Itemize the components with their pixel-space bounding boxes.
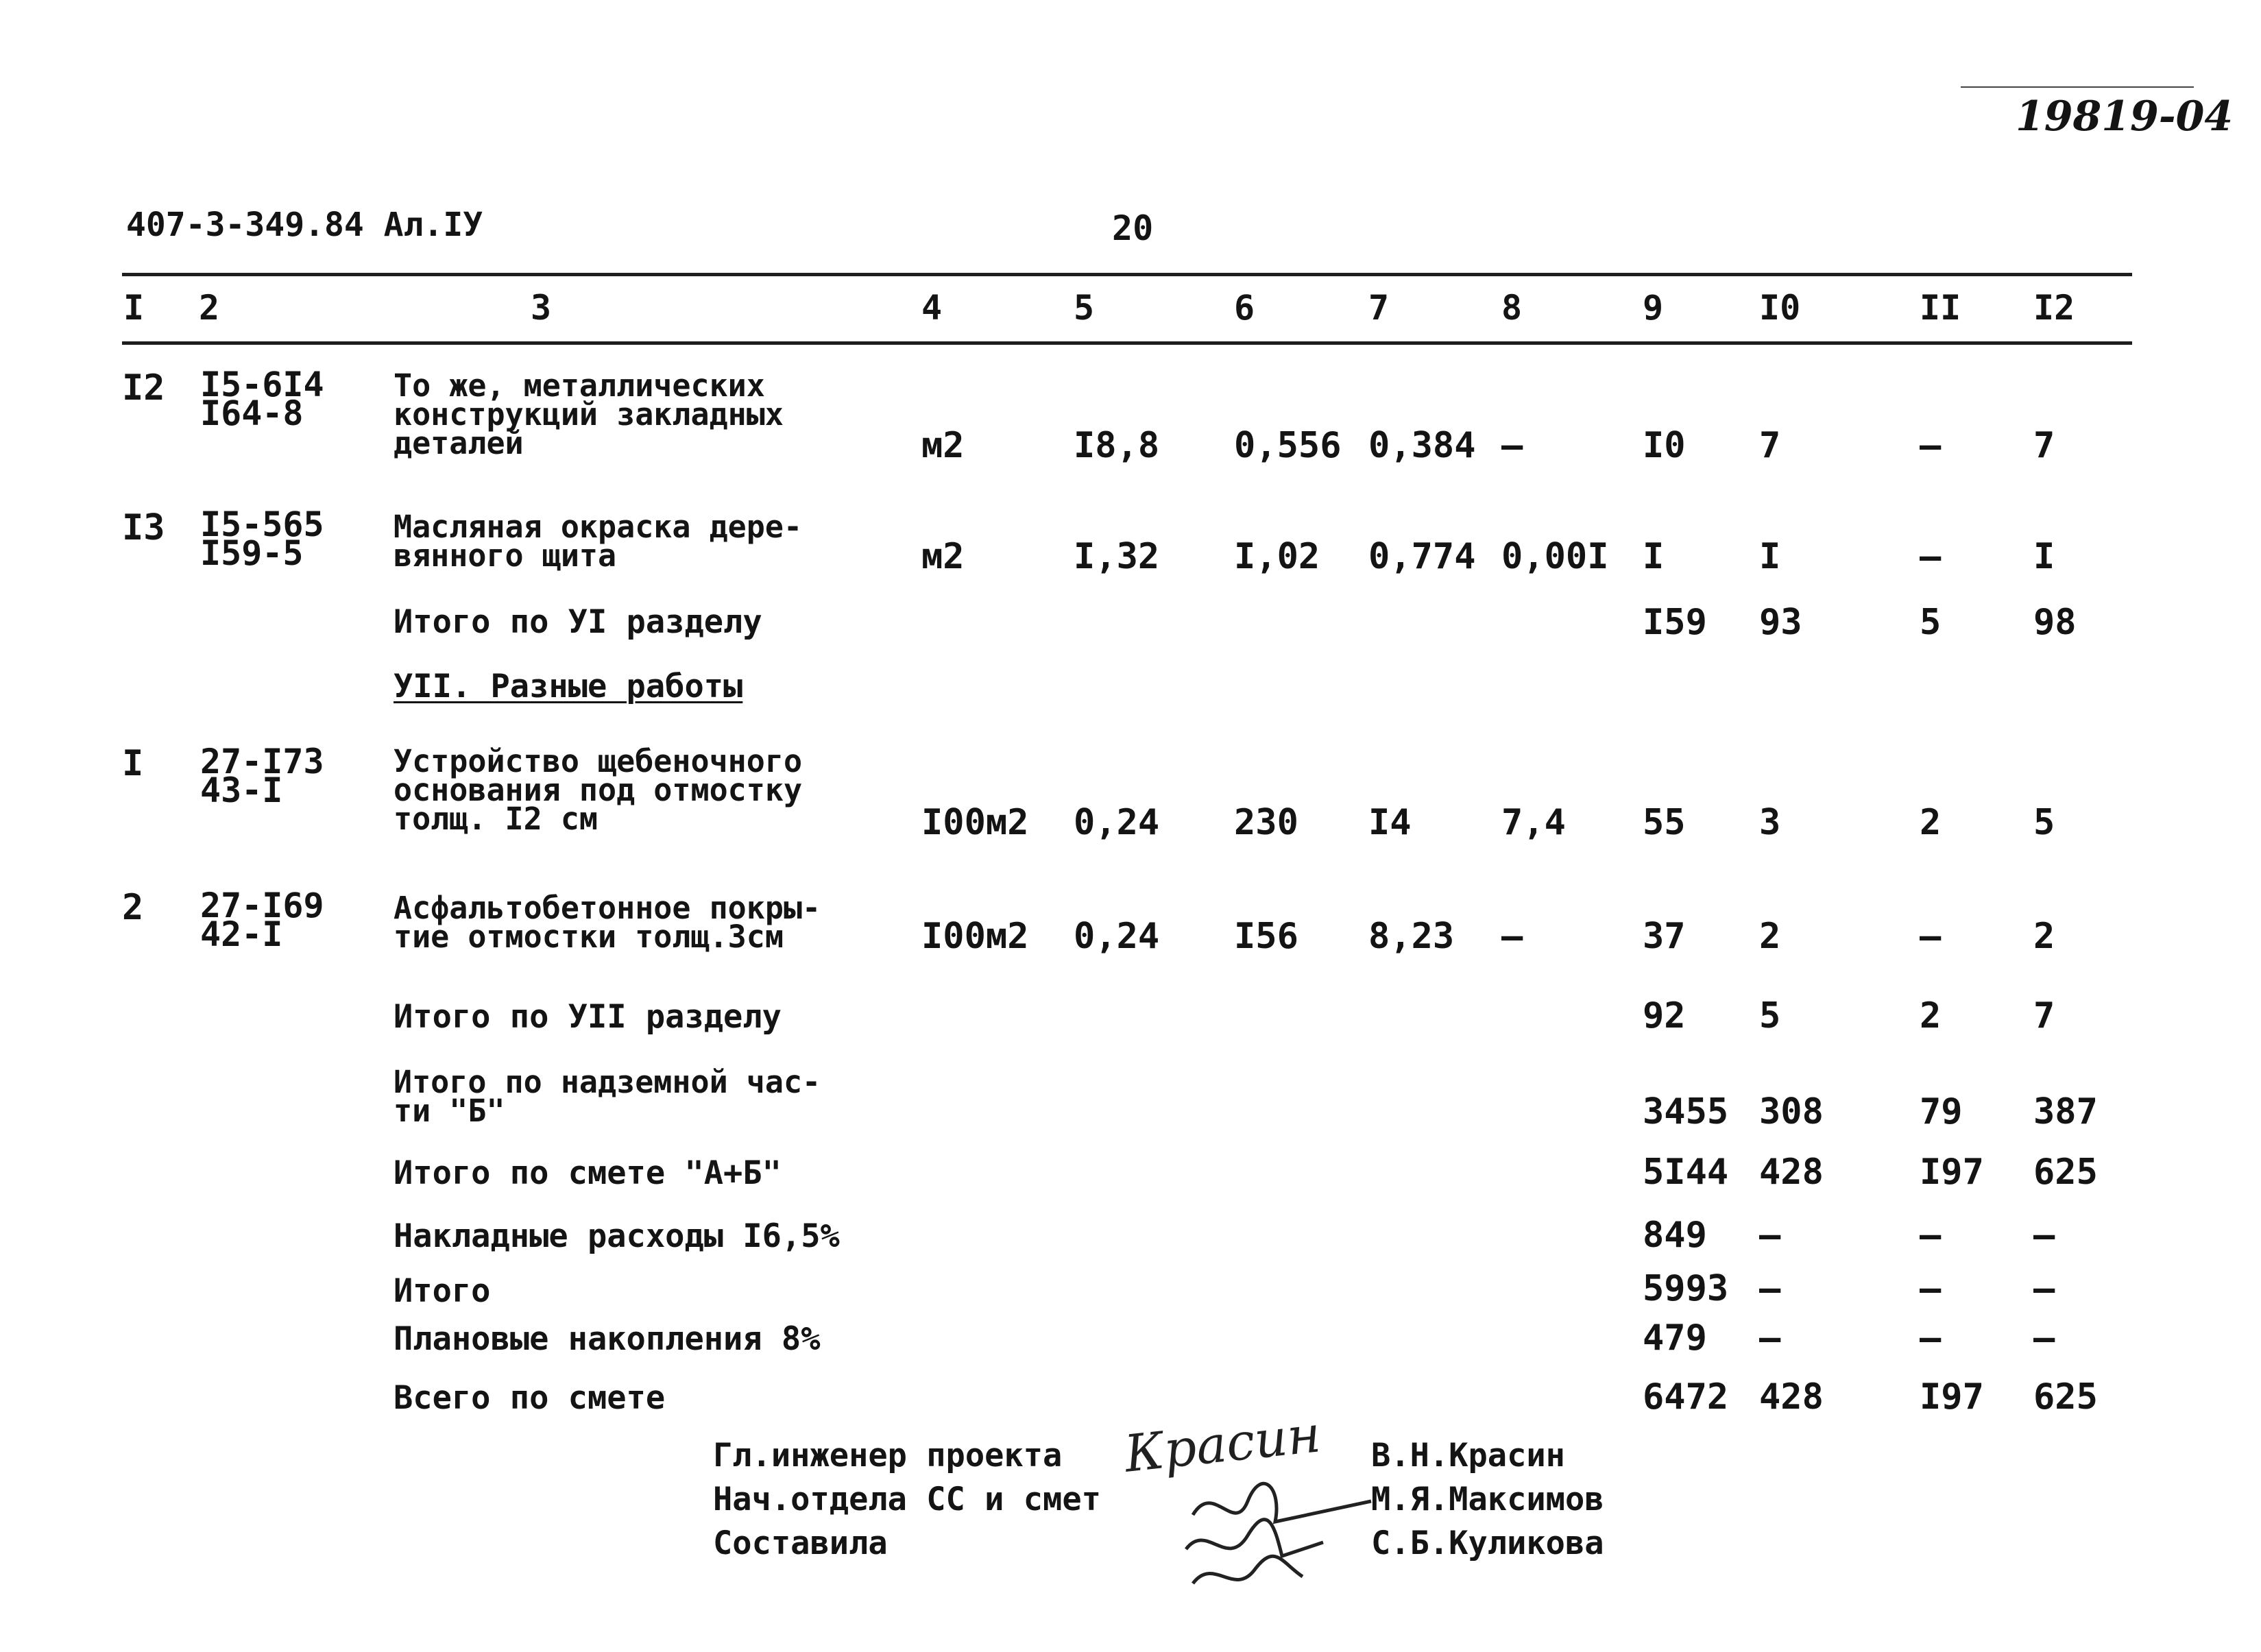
cell-col9: 55 — [1643, 802, 1686, 843]
cell-col6: 0,556 — [1234, 425, 1342, 466]
table-top-rule — [122, 273, 2132, 276]
column-header: II — [1920, 288, 1961, 328]
row-description: Итого — [394, 1272, 491, 1310]
cell-col11: – — [1920, 425, 1942, 466]
cell-col9: 37 — [1643, 916, 1686, 957]
cell-col12: – — [2033, 1268, 2055, 1309]
cell-col10: 7 — [1759, 425, 1781, 466]
column-header: I — [123, 288, 145, 328]
cell-col10: 93 — [1759, 602, 1802, 643]
cell-col7: 0,774 — [1368, 536, 1476, 577]
cell-col12: 98 — [2033, 602, 2077, 643]
cell-col9: 6472 — [1643, 1376, 1729, 1418]
row-code: I5-6I4 — [200, 365, 324, 404]
cell-col11: – — [1920, 1317, 1942, 1359]
row-code: 43-I — [200, 770, 283, 810]
row-description: ти "Б" — [394, 1093, 505, 1129]
section-heading: УII. Разные работы — [394, 668, 743, 705]
row-quantity: I8,8 — [1074, 425, 1160, 466]
cell-col8: 0,00I — [1501, 536, 1609, 577]
cell-col9: 5993 — [1643, 1268, 1729, 1309]
row-description: Итого по надземной час- — [394, 1064, 821, 1100]
signature-scribbles — [1165, 1474, 1385, 1604]
column-header: 5 — [1074, 288, 1095, 328]
cell-col11: 5 — [1920, 602, 1942, 643]
cell-col9: I59 — [1643, 602, 1707, 643]
cell-col12: – — [2033, 1215, 2055, 1256]
cell-col9: 5I44 — [1643, 1152, 1729, 1193]
signature-role: Составила — [713, 1525, 888, 1562]
row-number: I — [122, 743, 144, 784]
cell-col6: 230 — [1234, 802, 1298, 843]
cell-col6: I56 — [1234, 916, 1298, 957]
row-description: Накладные расходы I6,5% — [394, 1217, 840, 1255]
row-description: основания под отмостку — [394, 772, 803, 808]
cell-col10: 428 — [1759, 1376, 1824, 1418]
row-unit: I00м2 — [921, 916, 1029, 957]
row-code: I59-5 — [200, 533, 304, 573]
column-header: 2 — [199, 288, 220, 328]
row-description: Устройство щебеночного — [394, 743, 803, 779]
cell-col11: – — [1920, 536, 1942, 577]
row-description: деталей — [394, 425, 524, 461]
cell-col9: 849 — [1643, 1215, 1707, 1256]
row-description: Масляная окраска дере- — [394, 509, 803, 545]
row-code: I64-8 — [200, 393, 304, 433]
column-header: 4 — [921, 288, 943, 328]
document-code: 407-3-349.84 Ал.IУ — [126, 206, 483, 244]
row-description: толщ. I2 см — [394, 801, 598, 837]
cell-col10: 3 — [1759, 802, 1781, 843]
cell-col11: I97 — [1920, 1376, 1984, 1418]
row-quantity: 0,24 — [1074, 802, 1160, 843]
row-description: Итого по УI разделу — [394, 603, 762, 641]
cell-col7: 0,384 — [1368, 425, 1476, 466]
cell-col9: 3455 — [1643, 1091, 1729, 1132]
cell-col12: – — [2033, 1317, 2055, 1359]
row-number: 2 — [122, 887, 144, 928]
row-code: I5-565 — [200, 505, 324, 544]
row-description: Асфальтобетонное покры- — [394, 890, 821, 926]
signature-name: С.Б.Куликова — [1371, 1525, 1604, 1562]
row-description: Итого по смете "А+Б" — [394, 1154, 782, 1192]
row-description: Всего по смете — [394, 1379, 666, 1417]
signature-name: М.Я.Максимов — [1371, 1481, 1604, 1518]
cell-col6: I,02 — [1234, 536, 1320, 577]
row-number: I3 — [122, 507, 165, 548]
row-code: 27-I69 — [200, 886, 324, 925]
cell-col12: 625 — [2033, 1376, 2098, 1418]
row-quantity: I,32 — [1074, 536, 1160, 577]
cell-col9: 479 — [1643, 1317, 1707, 1359]
row-description: Плановые накопления 8% — [394, 1320, 821, 1358]
cell-col12: 5 — [2033, 802, 2055, 843]
column-header: 6 — [1234, 288, 1255, 328]
row-description: конструкций закладных — [394, 396, 784, 433]
cell-col10: 2 — [1759, 916, 1781, 957]
row-unit: I00м2 — [921, 802, 1029, 843]
cell-col12: 2 — [2033, 916, 2055, 957]
page-number: 20 — [1112, 208, 1154, 248]
cell-col11: 2 — [1920, 802, 1942, 843]
column-header: 7 — [1368, 288, 1390, 328]
cell-col12: 7 — [2033, 995, 2055, 1036]
cell-col8: 7,4 — [1501, 802, 1566, 843]
header-bottom-rule — [122, 341, 2132, 345]
row-unit: м2 — [921, 425, 965, 466]
cell-col11: 2 — [1920, 995, 1942, 1036]
cell-col12: 387 — [2033, 1091, 2098, 1132]
cell-col10: – — [1759, 1215, 1781, 1256]
cell-col10: 5 — [1759, 995, 1781, 1036]
row-quantity: 0,24 — [1074, 916, 1160, 957]
cell-col9: I0 — [1643, 425, 1686, 466]
cell-col10: – — [1759, 1317, 1781, 1359]
cell-col7: 8,23 — [1368, 916, 1455, 957]
cell-col11: 79 — [1920, 1091, 1963, 1132]
signature-role: Нач.отдела СС и смет — [713, 1481, 1101, 1518]
stamp-underline — [1961, 86, 2194, 88]
cell-col9: 92 — [1643, 995, 1686, 1036]
handwritten-signature: Красин — [1122, 1405, 1324, 1484]
signature-name: В.Н.Красин — [1371, 1437, 1565, 1474]
cell-col11: – — [1920, 1268, 1942, 1309]
row-description: вянного щита — [394, 537, 617, 574]
cell-col8: – — [1501, 916, 1523, 957]
cell-col11: I97 — [1920, 1152, 1984, 1193]
row-number: I2 — [122, 367, 165, 409]
column-header: I0 — [1759, 288, 1801, 328]
cell-col11: – — [1920, 1215, 1942, 1256]
cell-col10: 428 — [1759, 1152, 1824, 1193]
cell-col7: I4 — [1368, 802, 1412, 843]
cell-col10: – — [1759, 1268, 1781, 1309]
column-header: I2 — [2033, 288, 2075, 328]
cell-col12: I — [2033, 536, 2055, 577]
cell-col12: 7 — [2033, 425, 2055, 466]
cell-col10: I — [1759, 536, 1781, 577]
column-header: 8 — [1501, 288, 1523, 328]
signature-role: Гл.инженер проекта — [713, 1437, 1063, 1474]
column-header: 3 — [531, 288, 552, 328]
cell-col10: 308 — [1759, 1091, 1824, 1132]
cell-col12: 625 — [2033, 1152, 2098, 1193]
row-description: То же, металлических — [394, 367, 765, 404]
cell-col11: – — [1920, 916, 1942, 957]
row-code: 42-I — [200, 914, 283, 954]
column-header: 9 — [1643, 288, 1664, 328]
row-code: 27-I73 — [200, 742, 324, 781]
row-description: тие отмостки толщ.3см — [394, 919, 784, 955]
document-stamp: 19819-04 — [2016, 93, 2234, 141]
row-unit: м2 — [921, 536, 965, 577]
cell-col9: I — [1643, 536, 1665, 577]
cell-col8: – — [1501, 425, 1523, 466]
row-description: Итого по УII разделу — [394, 998, 782, 1036]
